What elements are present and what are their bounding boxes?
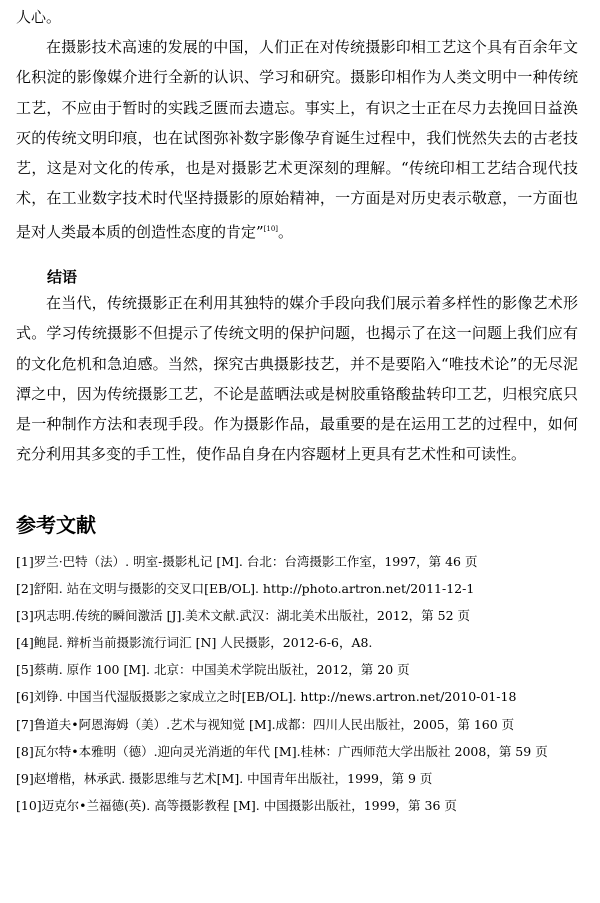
reference-item: [3]巩志明.传统的瞬间激活 [J].美术文献.武汉：湖北美术出版社，2012，第 52 页 [16,608,471,624]
reference-item: [2]舒阳. 站在文明与摄影的交叉口[EB/OL]. http://photo.artron.net/2011-12-1 [16,581,475,597]
body-paragraph-text: 在摄影技术高速的发展的中国，人们正在对传统摄影印相工艺这个具有百余年文化积淀的影像媒介进行全新的认识、学习和研究。摄影印相作为人类文明中一种传统工艺，不应由于暂时的实践乏匮而去遗忘。事实上，有识之士正在尽力去挽回日益涣灭的传统文明印痕，也在试图弥补数字影像孕育诞生过程中，我们恍然失去的古老技艺，这是对文化的传承，也是对摄影艺术更深刻的理解。“传统印相工艺结合现代技术，在工业数字技术时代坚持摄影的原始精神，一方面是对历史表示敬意，一方面也是对人类最本质的创造性态度的肯定” [16,38,578,241]
reference-item: [4]鲍昆. 辩析当前摄影流行词汇 [N] 人民摄影，2012-6-6，A8. [16,635,373,651]
reference-item: [5]蔡萌. 原作 100 [M]. 北京：中国美术学院出版社，2012，第 20 页 [16,662,410,678]
citation-marker: [10] [263,224,279,233]
body-paragraph-end: 。 [278,222,294,241]
continued-paragraph: 人心。 [16,8,62,26]
body-paragraph [16,32,578,247]
reference-item: [1]罗兰·巴特（法）. 明室-摄影札记 [M]. 台北：台湾摄影工作室，1997，第 46 页 [16,554,478,569]
reference-item: [9]赵增楷，林承武. 摄影思维与艺术[M]. 中国青年出版社，1999，第 9 页 [16,770,433,786]
reference-list [16,548,586,819]
conclusion-heading: 结语 [47,268,78,286]
references-heading: 参考文献 [16,513,96,537]
reference-item: [6]刘铮. 中国当代湿版摄影之家成立之时[EB/OL]. http://news.artron.net/2010-01-18 [16,689,517,705]
conclusion-paragraph: 在当代，传统摄影正在利用其独特的媒介手段向我们展示着多样性的影像艺术形式。学习传统摄影不但提示了传统文明的保护问题，也揭示了在这一问题上我们应有的文化危机和急迫感。当然，探究古典摄影技艺，并不是要陷入“唯技术论”的无尽泥潭之中，因为传统摄影工艺，不论是蓝晒法或是树胶重铬酸盐转印工艺，归根究底只是一种制作方法和表现手段。作为摄影作品，最重要的是在运用工艺的过程中，如何充分利用其多变的手工性，使作品自身在内容题材上更具有艺术性和可读性。 [16,294,578,464]
reference-item: [8]瓦尔特•本雅明（德）.迎向灵光消逝的年代 [M].桂林：广西师范大学出版社 2008，第 59 页 [16,743,548,759]
reference-item: [10]迈克尔•兰福德(英). 高等摄影教程 [M]. 中国摄影出版社，1999，第 36 页 [16,797,457,813]
reference-item: [7]鲁道夫•阿恩海姆（美）.艺术与视知觉 [M].成都：四川人民出版社，2005，第 160 页 [16,716,515,732]
